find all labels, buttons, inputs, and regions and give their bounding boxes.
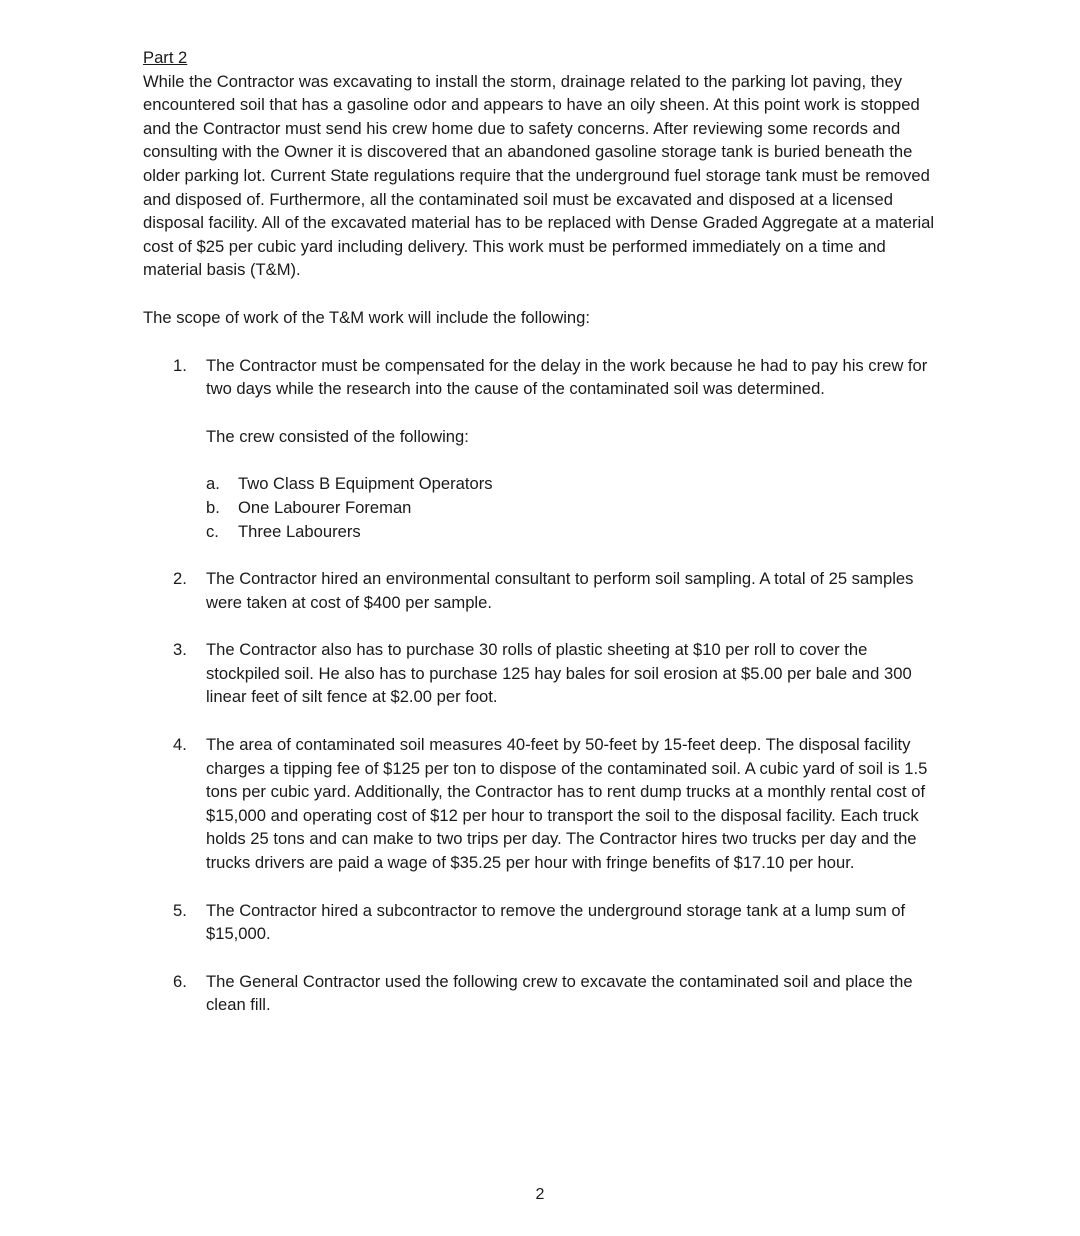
crew-item <box>206 520 943 544</box>
item-text: The Contractor must be compensated for the delay in the work because he had to pay his crew for two days while the research into the cause of the contaminated soil was determined. <box>206 355 928 399</box>
list-item <box>143 733 943 875</box>
crew-list <box>206 472 943 543</box>
crew-item <box>206 496 943 520</box>
item-number: 4. <box>173 735 187 755</box>
scope-items-list <box>143 354 943 1017</box>
scope-intro: The scope of work of the T&M work will include the following: <box>143 307 591 327</box>
item-number: 5. <box>173 900 187 920</box>
list-item <box>143 970 943 1017</box>
crew-intro: The crew consisted of the following: <box>206 426 469 446</box>
crew-item <box>206 472 943 496</box>
list-item <box>143 354 943 544</box>
item-number: 1. <box>173 355 187 375</box>
document-body <box>143 46 943 1041</box>
crew-text: One Labourer Foreman <box>238 497 412 517</box>
crew-letter: c. <box>206 521 219 541</box>
item-text: The area of contaminated soil measures 40-feet by 50-feet by 15-feet deep. The disposal facility charges a tipping fee of $125 per ton to dispose of the contaminated soil. A cubic yard of soil is 1.5 tons per cubic yard. Additionally, the Contractor has to rent dump trucks at a monthly rental cost of $15,000 and operating cost of $12 per hour to transport the soil to the disposal facility. Each truck holds 25 tons and can make to two trips per day. The Contractor hires two trucks per day and the trucks drivers are paid a wage of $35.25 per hour with fringe benefits of $17.10 per hour. <box>206 735 928 873</box>
page-number: 2 <box>535 1186 545 1203</box>
crew-letter: a. <box>206 474 220 494</box>
section-title: Part 2 <box>143 48 188 67</box>
list-item <box>143 567 943 614</box>
item-number: 3. <box>173 640 187 660</box>
item-text: The Contractor also has to purchase 30 rolls of plastic sheeting at $10 per roll to cover the stockpiled soil. He also has to purchase 125 hay bales for soil erosion at $5.00 per bale and 300 linear feet of silt fence at $2.00 per foot. <box>206 640 912 707</box>
item-number: 6. <box>173 971 187 991</box>
crew-text: Two Class B Equipment Operators <box>238 474 493 494</box>
item-number: 2. <box>173 569 187 589</box>
crew-letter: b. <box>206 497 220 517</box>
intro-paragraph: While the Contractor was excavating to install the storm, drainage related to the parking lot paving, they encountered soil that has a gasoline odor and appears to have an oily sheen. At this point work is stopped and the Contractor must send his crew home due to safety concerns. After reviewing some records and consulting with the Owner it is discovered that an abandoned gasoline storage tank is buried beneath the older parking lot. Current State regulations require that the underground fuel storage tank must be removed and disposed of. Furthermore, all the contaminated soil must be excavated and disposed at a licensed disposal facility. All of the excavated material has to be replaced with Dense Graded Aggregate at a material cost of $25 per cubic yard including delivery. This work must be performed immediately on a time and material basis (T&M). <box>143 71 935 280</box>
item-text: The Contractor hired an environmental consultant to perform soil sampling. A total of 25 samples were taken at cost of $400 per sample. <box>206 569 914 612</box>
item-text: The General Contractor used the following crew to excavate the contaminated soil and place the clean fill. <box>206 971 913 1015</box>
list-item <box>143 638 943 709</box>
list-item <box>143 899 943 946</box>
item-text: The Contractor hired a subcontractor to remove the underground storage tank at a lump sum of $15,000. <box>206 900 906 944</box>
crew-text: Three Labourers <box>238 521 361 541</box>
